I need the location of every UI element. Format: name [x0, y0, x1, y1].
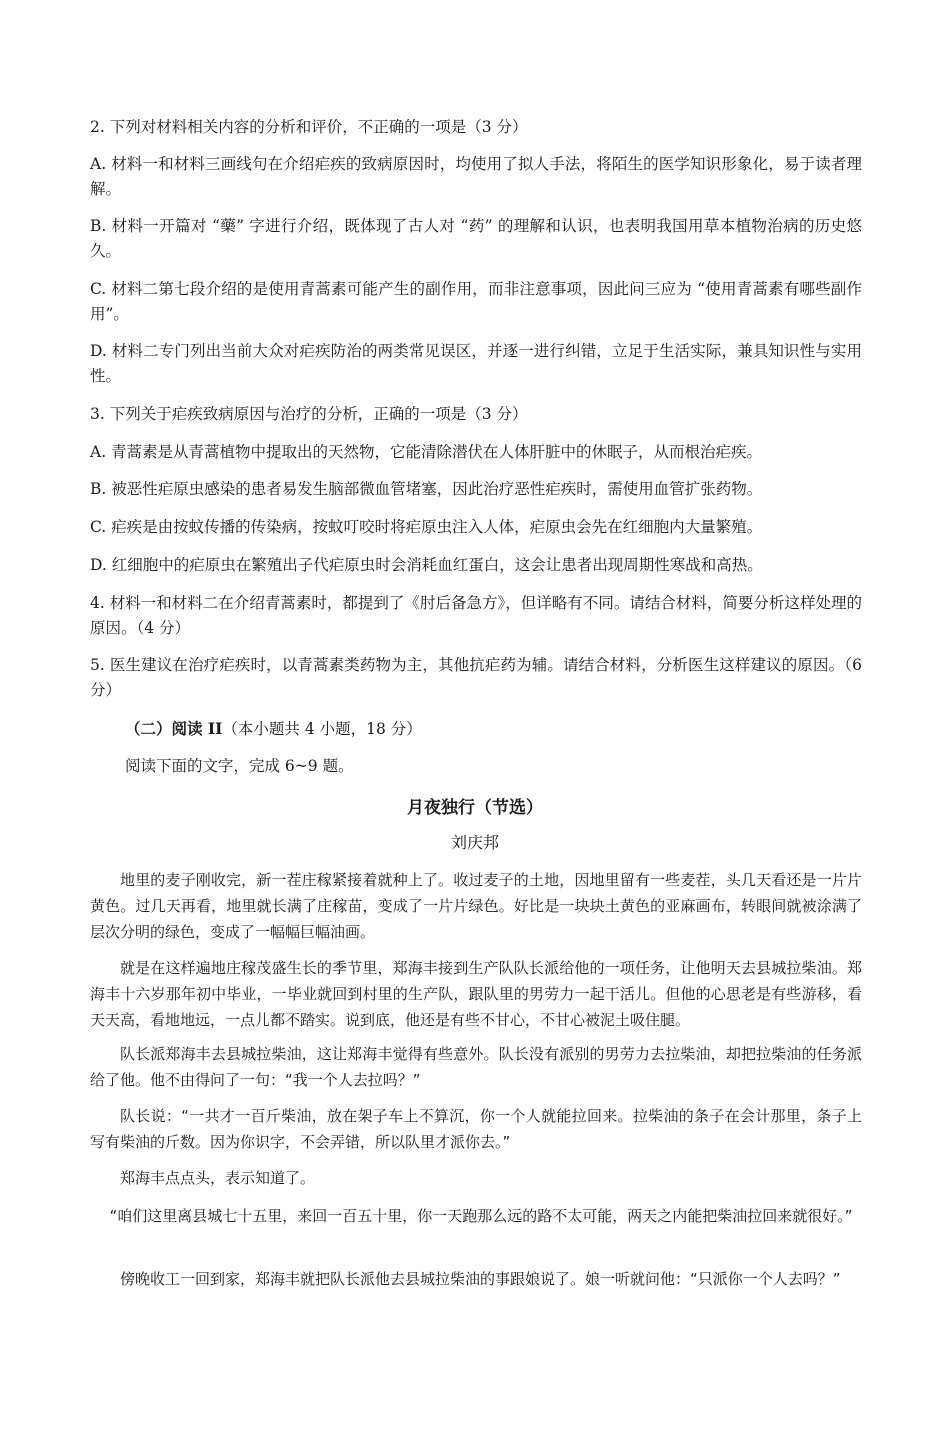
question-3-option-c: C. 疟疾是由按蚊传播的传染病，按蚊叮咬时将疟原虫注入人体，疟原虫会先在红细胞内大量繁殖。 — [90, 518, 763, 536]
story-title: 月夜独行（节选） — [407, 798, 543, 818]
story-paragraph: 队长说：“一共才一百斤柴油，放在架子车上不算沉，你一个人就能拉回来。拉柴油的条子在会计那里，条子上写有柴油的斤数。因为你识字，不会弄错，所以队里才派你去。” — [90, 1107, 862, 1151]
question-3-option-b: B. 被恶性疟原虫感染的患者易发生脑部微血管堵塞，因此治疗恶性疟疾时，需使用血管扩张药物。 — [90, 480, 763, 498]
story-paragraph: “咱们这里离县城七十五里，来回一百五十里，你一天跑那么远的路不太可能，两天之内能把柴油拉回来就很好。” — [109, 1207, 853, 1225]
story-paragraph: 地里的麦子刚收完，新一茬庄稼紧接着就种上了。收过麦子的土地，因地里留有一些麦茬，头几天看还是一片片黄色。过几天再看，地里就长满了庄稼苗，变成了一片片绿色。好比是一块块土黄色的亚麻画布，转眼间就被涂满了层次分明的绿色，变成了一幅幅巨幅油画。 — [90, 871, 862, 941]
story-author: 刘庆邦 — [450, 833, 499, 852]
story-paragraph: 傍晚收工一回到家，郑海丰就把队长派他去县城拉柴油的事跟娘说了。娘一听就问他：“只派你一个人去吗？” — [120, 1270, 841, 1288]
section-heading-label: （二）阅读 II — [125, 719, 223, 738]
question-2-option-b: B. 材料一开篇对 “藥” 字进行介绍，既体现了古人对 “药” 的理解和认识，也表明我国用草本植物治病的历史悠久。 — [90, 217, 862, 260]
section-heading — [125, 716, 865, 742]
section-heading-note: （本小题共 4 小题，18 分） — [222, 720, 422, 738]
question-2-option-d: D. 材料二专门列出当前大众对疟疾防治的两类常见误区，并逐一进行纠错，立足于生活实际，兼具知识性与实用性。 — [90, 342, 862, 385]
question-4: 4. 材料一和材料二在介绍青蒿素时，都提到了《肘后备急方》，但详略有不同。请结合材料，简要分析这样处理的原因。（4 分） — [90, 594, 862, 637]
question-5: 5. 医生建议在治疗疟疾时，以青蒿素类药物为主，其他抗疟药为辅。请结合材料，分析医生这样建议的原因。（6 分） — [90, 656, 862, 699]
question-3-option-a: A. 青蒿素是从青蒿植物中提取出的天然物，它能清除潜伏在人体肝脏中的休眠子，从而根治疟疾。 — [90, 443, 763, 461]
story-paragraph: 队长派郑海丰去县城拉柴油，这让郑海丰觉得有些意外。队长没有派别的男劳力去拉柴油，却把拉柴油的任务派给了他。他不由得问了一句：“我一个人去拉吗？” — [90, 1045, 862, 1089]
question-3-option-d: D. 红细胞中的疟原虫在繁殖出子代疟原虫时会消耗血红蛋白，这会让患者出现周期性寒战和高热。 — [90, 556, 763, 574]
story-paragraph: 郑海丰点点头，表示知道了。 — [120, 1169, 316, 1187]
question-2-option-c: C. 材料二第七段介绍的是使用青蒿素可能产生的副作用，而非注意事项，因此问三应为 “使用青蒿素有哪些副作用”。 — [90, 280, 862, 323]
question-2-stem: 2. 下列对材料相关内容的分析和评价，不正确的一项是（3 分） — [90, 118, 528, 136]
question-3-stem: 3. 下列关于疟疾致病原因与治疗的分析，正确的一项是（3 分） — [90, 405, 528, 423]
story-paragraph: 就是在这样遍地庄稼茂盛生长的季节里，郑海丰接到生产队队长派给他的一项任务，让他明天去县城拉柴油。郑海丰十六岁那年初中毕业，一毕业就回到村里的生产队，跟队里的男劳力一起干活儿。但他的心思老是有些游移，看天天高，看地地远，一点儿都不踏实。说到底，他还是有些不甘心，不甘心被泥土吸住腿。 — [90, 959, 862, 1029]
section-instruction: 阅读下面的文字，完成 6~9 题。 — [125, 757, 354, 775]
question-2-option-a: A. 材料一和材料三画线句在介绍疟疾的致病原因时，均使用了拟人手法，将陌生的医学知识形象化，易于读者理解。 — [90, 155, 862, 198]
